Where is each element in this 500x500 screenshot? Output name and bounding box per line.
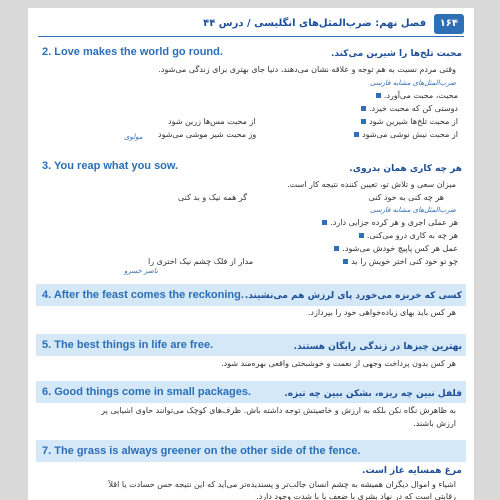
verse-3-1: هر چه کنی به خود کنی	[368, 193, 444, 202]
proverb-en-2: 2. Love makes the world go round.	[42, 46, 223, 58]
meaning-2: وقتی مردم نسبت به هم توجه و علاقه نشان می‌دهند، دنیا جای بهتری برای زندگی می‌شود.	[158, 65, 456, 74]
proverb-fa-5: بهترین چیزها در زندگی رایگان هستند.	[293, 342, 462, 352]
bullet-2-3: از محبت تلخ‌ها شیرین شود	[361, 117, 458, 126]
bullet-2-2: دوستی کن که محبت خیزد.	[361, 104, 458, 113]
book-page	[28, 8, 474, 500]
proverb-fa-3: هر چه کاری همان بدروی.	[349, 164, 462, 174]
proverb-en-7: 7. The grass is always greener on the other side of the fence.	[42, 445, 361, 457]
meaning-3: میزان سعی و تلاش تو، تعیین کننده نتیجه کار است.	[287, 180, 456, 189]
bullet-3-3: عمل هر کس پاپیچ خودش می‌شود.	[334, 244, 458, 253]
verse-2-1: از محبت مس‌ها زرین شود	[168, 117, 256, 126]
proverb-fa-4: کسی که خربزه می‌خورد پای لرزش هم می‌نشیند.	[244, 291, 462, 301]
bullet-2-1: محبت، محبت می‌آورد.	[376, 91, 458, 100]
proverb-fa-7: مرغ همسایه غاز است.	[362, 466, 462, 476]
page-header	[64, 14, 464, 34]
meaning-6-1: به ظاهرش نگاه نکن بلکه به ارزش و خاصیتش توجه داشته باش. ظرف‌های کوچک می‌توانند حاوی اشیایی پر	[101, 406, 456, 415]
meaning-7-2: رقابتی است که در نهاد بشری با ضعف یا با شدت وجود دارد.	[256, 492, 456, 500]
proverb-en-5: 5. The best things in life are free.	[42, 339, 214, 351]
bullet-3-1: هر عملی اجری و هر کرده جزایی دارد.	[322, 218, 458, 227]
proverb-fa-6: فلفل نبین چه ریزه، بشکن ببین چه تیزه.	[284, 389, 462, 399]
proverb-en-4: 4. After the feast comes the reckoning.	[42, 289, 244, 301]
similar-label-2: ضرب‌المثل‌های مشابه فارسی	[369, 79, 456, 87]
bullet-3-4: چو تو خود کنی اختر خویش را بد	[343, 257, 458, 266]
chapter-title: فصل نهم: ضرب‌المثل‌های انگلیسی / درس ۴۴	[203, 18, 427, 29]
page-number: ۱۶۴	[434, 14, 464, 34]
verse-3-3: مدار از فلک چشم نیک اختری را	[148, 257, 254, 266]
bullet-2-4: از محبت نیش نوشی می‌شود	[354, 130, 458, 139]
proverb-en-6: 6. Good things come in small packages.	[42, 386, 252, 398]
bullet-3-2: هر چه به کاری درو می‌کنی.	[359, 231, 458, 240]
proverb-fa-2: محبت تلخ‌ها را شیرین می‌کند.	[330, 49, 462, 59]
signature-3: ناصر خسرو	[124, 267, 158, 275]
verse-2-2: وز محبت شیر موشی می‌شود	[158, 130, 257, 139]
signature-2: مولوی	[124, 133, 143, 141]
similar-label-3: ضرب‌المثل‌های مشابه فارسی	[369, 206, 456, 214]
meaning-4: هر کس باید بهای زیاده‌خواهی خود را بپردازد.	[307, 308, 456, 317]
header-rule	[38, 36, 464, 37]
meaning-5: هر کس بدون پرداخت وجهی از نعمت و خوشبختی واقعی بهره‌مند شود.	[221, 359, 456, 368]
meaning-7-1: اشیاء و اموال دیگران همیشه به چشم انسان جالب‌تر و پسندیده‌تر می‌آید که این نتیجه حس حسادت یا اقلاً	[108, 480, 456, 489]
verse-3-2: گر همه نیک و بد کنی	[178, 193, 248, 202]
proverb-en-3: 3. You reap what you sow.	[42, 160, 179, 172]
meaning-6-2: ارزش باشند.	[413, 419, 456, 428]
